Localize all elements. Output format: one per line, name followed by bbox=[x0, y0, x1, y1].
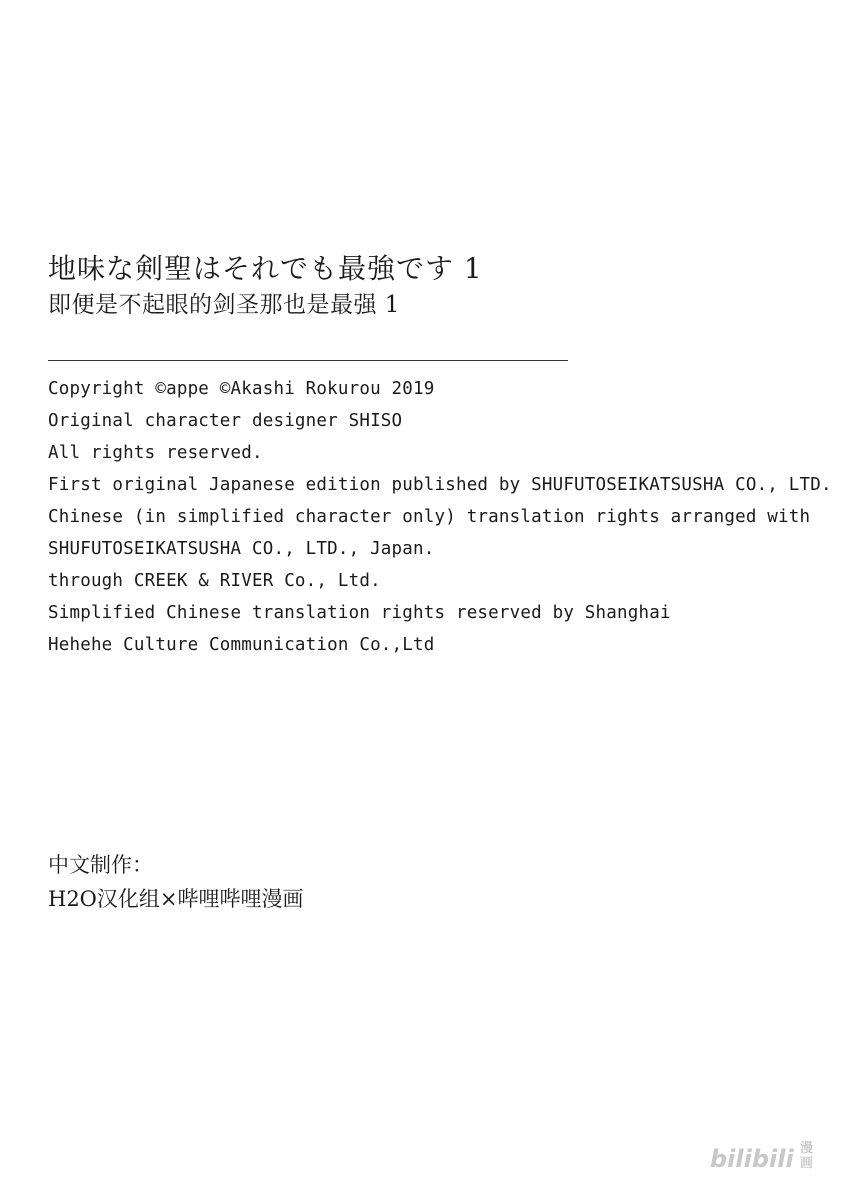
title-japanese: 地味な剣聖はそれでも最強です 1 bbox=[48, 252, 483, 285]
credits-value: H2O汉化组×哔哩哔哩漫画 bbox=[48, 887, 304, 911]
copyright-line: Copyright ©appe ©Akashi Rokurou 2019 bbox=[48, 379, 435, 399]
copyright-line: Chinese (in simplified character only) translation rights arranged with bbox=[48, 507, 811, 527]
title-block bbox=[48, 250, 483, 322]
credits-block bbox=[48, 848, 304, 916]
copyright-line: Original character designer SHISO bbox=[48, 411, 403, 431]
copyright-line: through CREEK & RIVER Co., Ltd. bbox=[48, 571, 381, 591]
svg-text:bilibili: bilibili bbox=[710, 1145, 794, 1173]
copyright-line: Simplified Chinese translation rights reserved by Shanghai bbox=[48, 603, 671, 623]
copyright-line: SHUFUTOSEIKATSUSHA CO., LTD., Japan. bbox=[48, 539, 435, 559]
copyright-line: Hehehe Culture Communication Co.,Ltd bbox=[48, 635, 435, 655]
bilibili-logo-icon bbox=[708, 1136, 796, 1176]
title-chinese: 即便是不起眼的剑圣那也是最强 1 bbox=[48, 292, 400, 318]
credits-label: 中文制作： bbox=[48, 853, 153, 877]
copyright-line: First original Japanese edition published by SHUFUTOSEIKATSUSHA CO., LTD. bbox=[48, 475, 832, 495]
copyright-line: All rights reserved. bbox=[48, 443, 263, 463]
copyright-block bbox=[48, 373, 838, 661]
watermark-side-text: 漫画 bbox=[800, 1141, 814, 1171]
divider-rule bbox=[48, 360, 568, 361]
bilibili-watermark bbox=[708, 1136, 816, 1176]
